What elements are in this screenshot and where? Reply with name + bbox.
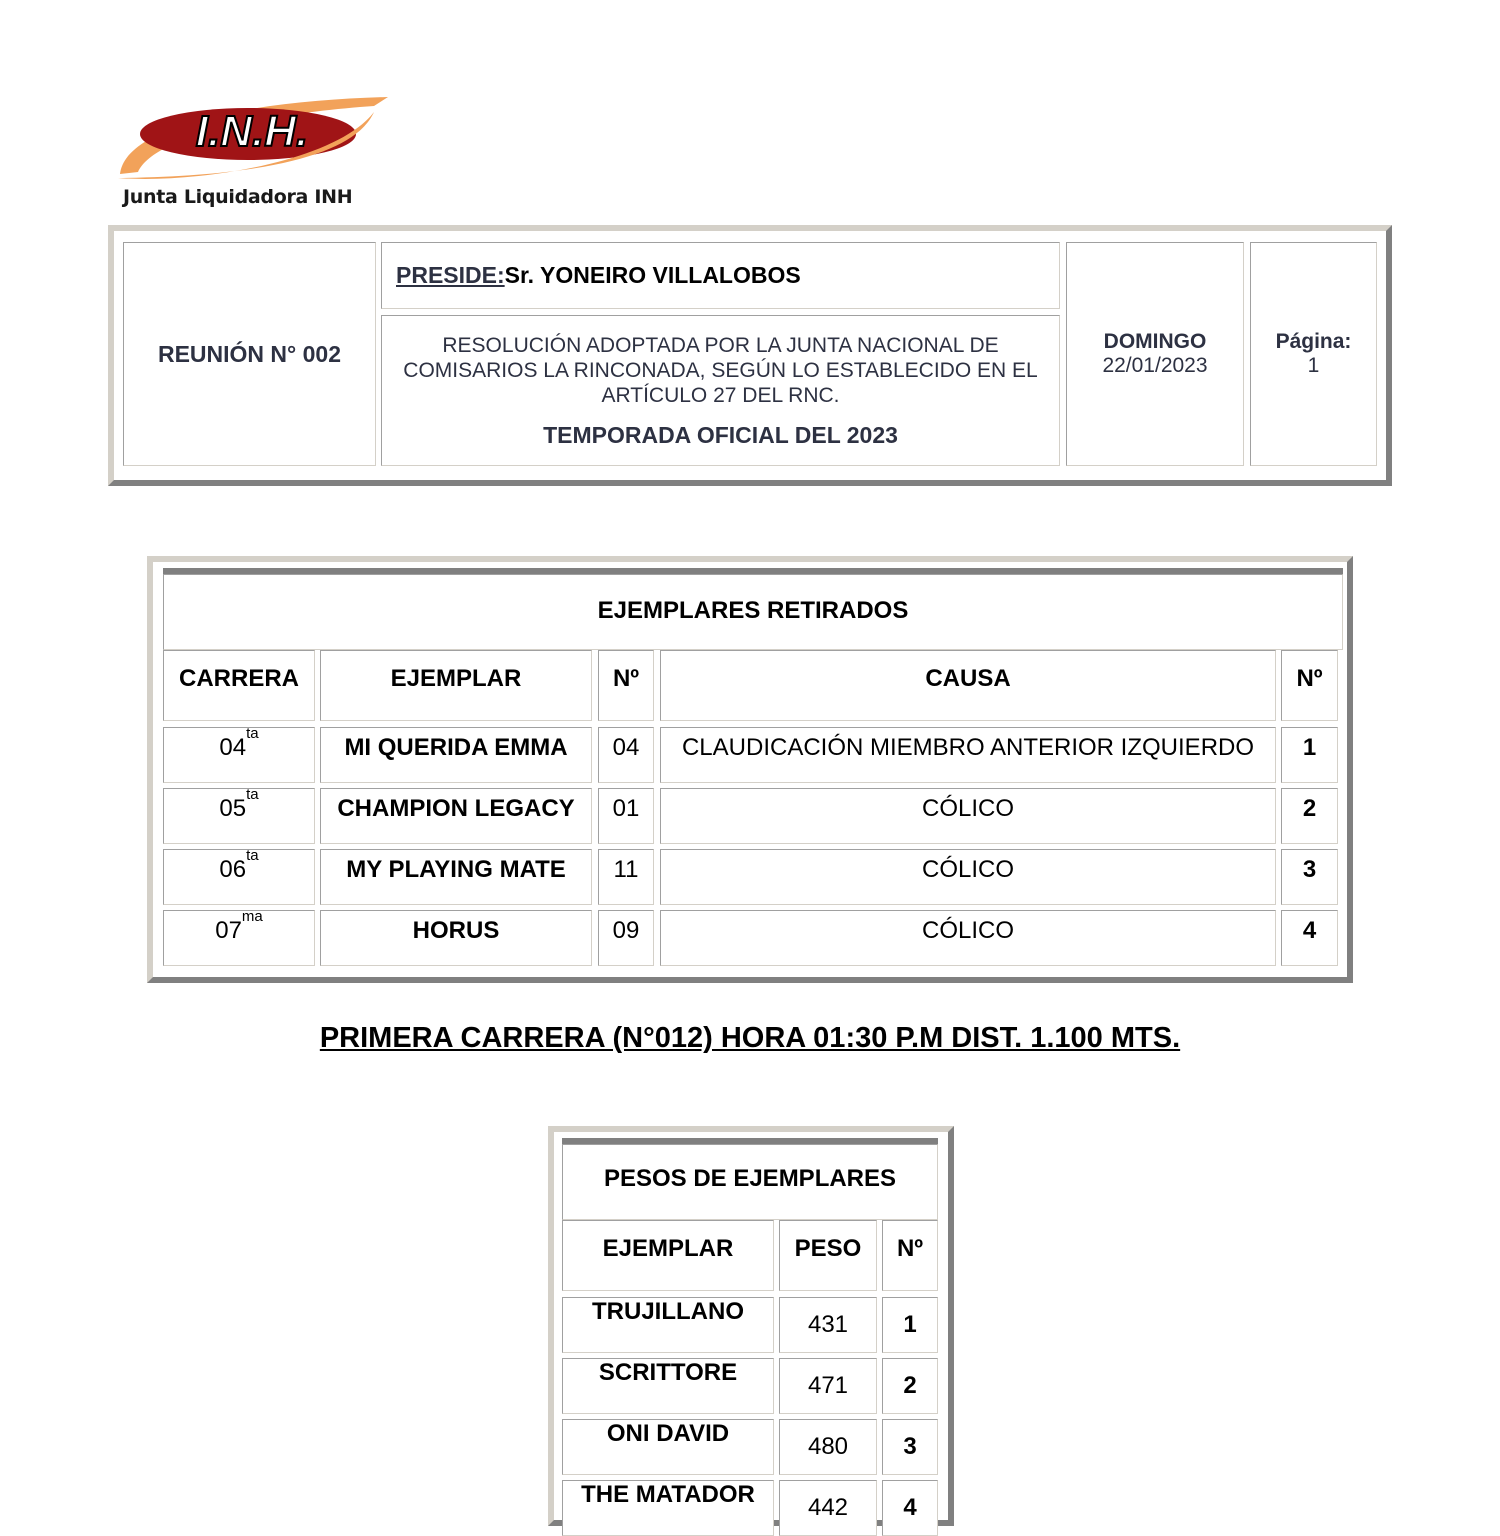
table-row-numero: 11 [598,849,654,905]
table-row-numero: 04 [598,727,654,783]
table-row-numero: 2 [882,1358,938,1414]
resolution-text: RESOLUCIÓN ADOPTADA POR LA JUNTA NACIONAL DE COMISARIOS LA RINCONADA, SEGÚN LO ESTABLECIDO EN EL ARTÍCULO 27 DEL RNC. [403,333,1038,407]
table-row-peso: 431 [779,1297,877,1353]
page-label: Página: [1275,330,1352,353]
table-row-peso: 442 [779,1480,877,1536]
table-row-orden: 1 [1281,727,1338,783]
table-row-carrera: 04 ta [163,727,315,783]
table-row-causa: CLAUDICACIÓN MIEMBRO ANTERIOR IZQUIERDO [660,727,1276,783]
table-row-ejemplar: TRUJILLANO [562,1297,774,1353]
table-row-peso: 480 [779,1419,877,1475]
col-ejemplar: EJEMPLAR [320,650,592,721]
reunion-number: REUNIÓN N° 002 [123,242,376,466]
table-row-ejemplar: HORUS [320,910,592,966]
logo-caption: Junta Liquidadora INH [123,186,353,208]
page-number: 1 [1307,354,1320,377]
table-row-ejemplar: MI QUERIDA EMMA [320,727,592,783]
table-row-orden: 3 [1281,849,1338,905]
table-row-carrera: 07 ma [163,910,315,966]
meeting-header-table [108,225,1392,486]
preside-name: Sr. YONEIRO VILLALOBOS [504,262,801,288]
temporada-text: TEMPORADA OFICIAL DEL 2023 [543,421,898,448]
col-peso: PESO [779,1220,877,1291]
col-ejemplar: EJEMPLAR [562,1220,774,1291]
date-cell [1066,242,1244,466]
table-row-carrera: 06 ta [163,849,315,905]
col-numero: Nº [598,650,654,721]
table-row-numero: 1 [882,1297,938,1353]
table-row-causa: CÓLICO [660,788,1276,844]
preside-cell [381,242,1060,309]
col-numero: Nº [882,1220,938,1291]
pesos-title: PESOS DE EJEMPLARES [562,1144,938,1220]
retirados-title: EJEMPLARES RETIRADOS [163,574,1343,650]
col-orden: Nº [1281,650,1338,721]
table-row-ejemplar: CHAMPION LEGACY [320,788,592,844]
table-row-numero: 09 [598,910,654,966]
date-value: 22/01/2023 [1102,354,1208,377]
page-cell [1250,242,1377,466]
col-causa: CAUSA [660,650,1276,721]
table-row-numero: 4 [882,1480,938,1536]
table-row-carrera: 05 ta [163,788,315,844]
day-label: DOMINGO [1103,330,1207,353]
table-row-ejemplar: ONI DAVID [562,1419,774,1475]
preside-label: PRESIDE: [396,262,505,288]
table-row-orden: 2 [1281,788,1338,844]
table-row-numero: 01 [598,788,654,844]
table-row-orden: 4 [1281,910,1338,966]
table-row-ejemplar: THE MATADOR [562,1480,774,1536]
table-row-numero: 3 [882,1419,938,1475]
resolution-cell [381,315,1060,466]
col-carrera: CARRERA [163,650,315,721]
table-row-causa: CÓLICO [660,849,1276,905]
table-row-peso: 471 [779,1358,877,1414]
race-title: PRIMERA CARRERA (N°012) HORA 01:30 P.M DIST. 1.100 MTS. [319,1022,1181,1054]
table-row-ejemplar: MY PLAYING MATE [320,849,592,905]
retirados-table [147,556,1353,983]
table-row-ejemplar: SCRITTORE [562,1358,774,1414]
table-row-causa: CÓLICO [660,910,1276,966]
pesos-table [548,1126,954,1526]
logo-text: I.N.H. [195,107,309,156]
